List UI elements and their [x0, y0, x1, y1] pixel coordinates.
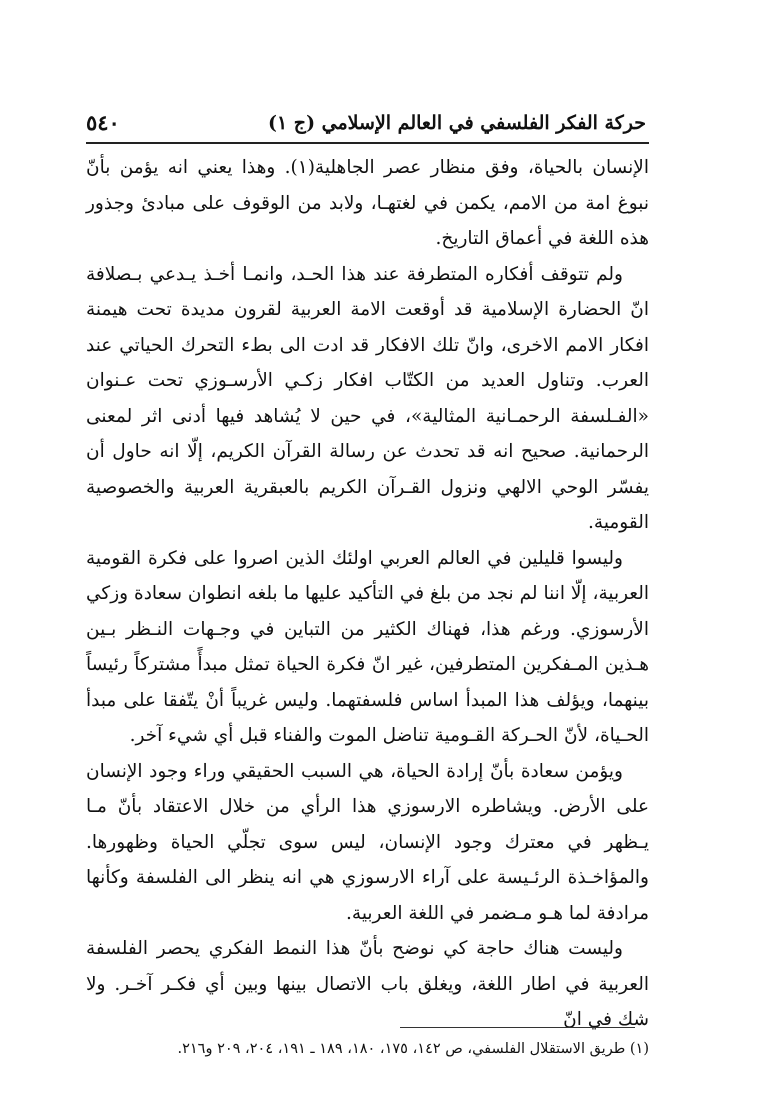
paragraph-3: وليسوا قليلين في العالم العربي اولئك الذين اصروا على فكرة القومية العربية، إلّا اننا لم نجد من بلغ في التأكيد عليها ما بلغه انطوان سعادة وزكي الأرسوزي. ورغم هذا، فهناك الكثير من التباين في وجـهات النـظر بـين هـذين المـفكرين المتطرفين، غير انّ فكرة الحياة تمثل مبدأً مشتركاً رئيساً بينهما، ويؤلف هذا المبدأ اساس فلسفتهما. وليس غريباً أنْ يتّفقا على مبدأ الحـياة، لأنّ الحـركة القـومية تناضل الموت والفناء قبل أي شيء آخر. — [86, 547, 649, 746]
page-number: ٥٤٠ — [86, 110, 120, 135]
body-text — [86, 150, 649, 1038]
paragraph-4: ويؤمن سعادة بأنّ إرادة الحياة، هي السبب الحقيقي وراء وجود الإنسان على الأرض. ويشاطره الارسوزي هذا الرأي من خلال الاعتقاد بأنّ مـا يـظهر في معترك وجود الإنسان، ليس سوى تجلّي الحياة وظهورها. والمؤاخـذة الرئـيسة على آراء الارسوزي هي انه ينظر الى الفلسفة وكأنها مرادفة لما هـو مـضمر في اللغة العربية. — [86, 760, 649, 924]
paragraph-1: الإنسان بالحياة، وفق منظار عصر الجاهلية(١). وهذا يعني انه يؤمن بأنّ نبوغ امة من الامم، يكمن في لغتهـا، ولابد من الوقوف على مبادئ وجذور هذه اللغة في أعماق التاريخ. — [86, 157, 649, 249]
running-title: حركة الفكر الفلسفي في العالم الإسلامي (ج ١) — [267, 111, 646, 134]
footnote-divider — [400, 1027, 635, 1028]
paragraph-5: وليست هناك حاجة كي نوضح بأنّ هذا النمط الفكري يحصر الفلسفة العربية في اطار اللغة، ويغلق باب الاتصال بينها وبين أي فكـر آخـر. ولا شك في انّ — [86, 938, 649, 1030]
page-header — [86, 110, 646, 135]
header-divider — [86, 142, 649, 144]
paragraph-2: ولم تتوقف أفكاره المتطرفة عند هذا الحـد، وانمـا أخـذ يـدعي بـصلافة انّ الحضارة الإسلامية قد أوقعت الامة العربية لقرون مديدة تحت هيمنة افكار الامم الاخرى، وانّ تلك الافكار قد ادت الى بطء التحرك الحياتي عند العرب. وتناول العديد من الكتّاب افكار زكـي الأرسـوزي تحت عـنوان «الفـلسفة الرحمـانية المثالية»، في حين لا يُشاهد فيها أدنى اثر لمعنى الرحمانية. صحيح انه قد تحدث عن رسالة القرآن الكريم، إلّا انه حاول أن يفسّر الوحي الالهي ونزول القـرآن الكريم بالعبقرية العربية والخصوصية القومية. — [86, 263, 649, 533]
footnote: (١) طريق الاستقلال الفلسفي، ص ١٤٢، ١٧٥، ١٨٠، ١٨٩ ـ ١٩١، ٢٠٤، ٢٠٩ و٢١٦. — [177, 1041, 649, 1057]
